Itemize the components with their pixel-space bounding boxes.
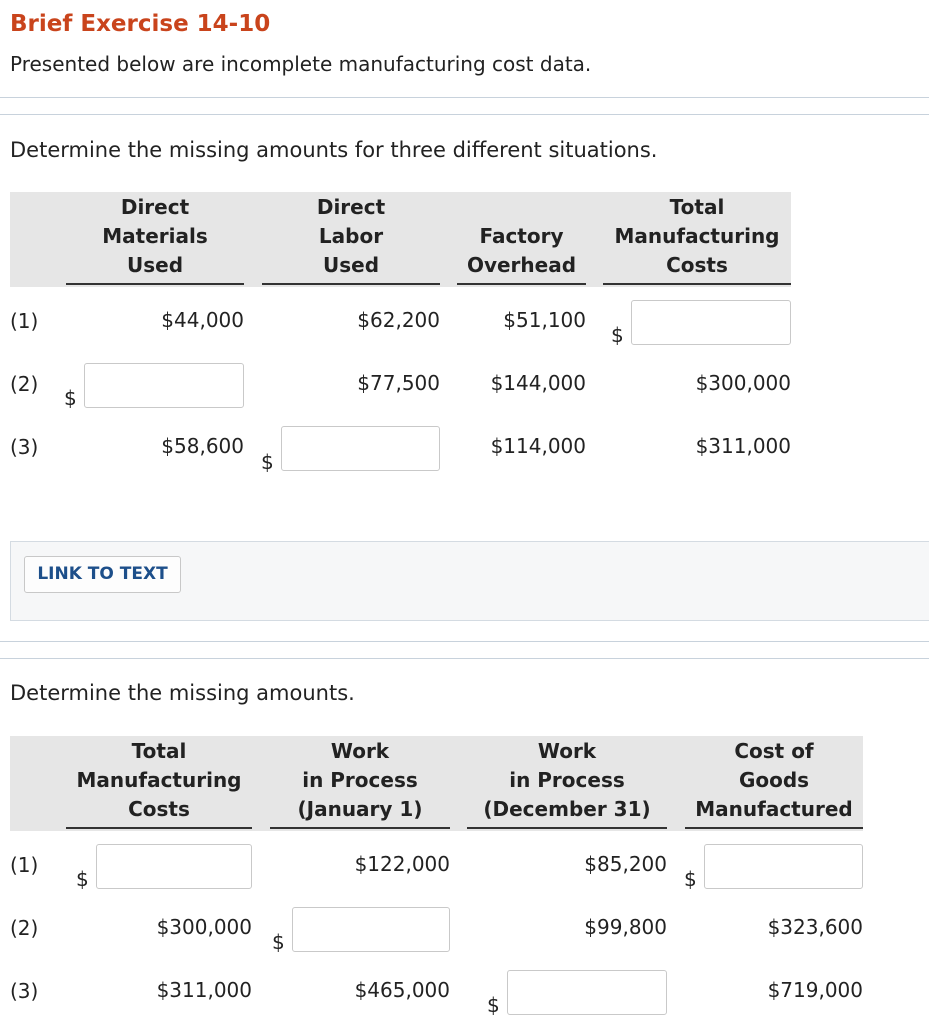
- divider: [0, 641, 929, 642]
- header-factory-overhead: Factory Overhead: [466, 224, 577, 277]
- cogm-value: $719,000: [767, 978, 863, 1002]
- header-underline: [685, 827, 863, 829]
- labor-value: $77,500: [357, 371, 440, 395]
- cogm-value: $323,600: [767, 915, 863, 939]
- currency-symbol: $: [611, 323, 624, 347]
- header-wip-january: Work in Process (January 1): [297, 739, 423, 821]
- divider: [0, 97, 929, 98]
- wip-january-input[interactable]: [292, 907, 450, 952]
- total-value: $300,000: [156, 915, 252, 939]
- currency-symbol: $: [684, 867, 697, 891]
- header-underline: [66, 827, 252, 829]
- wip-december-value: $85,200: [584, 852, 667, 876]
- total-manufacturing-costs-input[interactable]: [631, 300, 791, 345]
- currency-symbol: $: [487, 993, 500, 1017]
- overhead-value: $114,000: [490, 434, 586, 458]
- row-label: (2): [10, 916, 39, 940]
- row-label: (2): [10, 372, 39, 396]
- exercise-title: Brief Exercise 14-10: [10, 11, 271, 37]
- row-label: (1): [10, 309, 39, 333]
- header-direct-labor: Direct Labor Used: [316, 195, 386, 277]
- row-label: (3): [10, 979, 39, 1003]
- total-value: $311,000: [156, 978, 252, 1002]
- header-direct-materials: Direct Materials Used: [102, 195, 208, 277]
- currency-symbol: $: [272, 930, 285, 954]
- link-to-text-button[interactable]: LINK TO TEXT: [24, 556, 181, 593]
- direct-materials-input[interactable]: [84, 363, 244, 408]
- currency-symbol: $: [64, 386, 77, 410]
- header-wip-december: Work in Process (December 31): [483, 739, 651, 821]
- wip-december-input[interactable]: [507, 970, 667, 1015]
- divider: [0, 658, 929, 659]
- part2-instruction: Determine the missing amounts.: [10, 681, 355, 705]
- wip-january-value: $122,000: [354, 852, 450, 876]
- direct-labor-input[interactable]: [281, 426, 440, 471]
- wip-december-value: $99,800: [584, 915, 667, 939]
- header-total-manufacturing-costs: Total Manufacturing Costs: [614, 195, 780, 277]
- overhead-value: $51,100: [503, 308, 586, 332]
- row-label: (1): [10, 853, 39, 877]
- intro-text: Presented below are incomplete manufacturing cost data.: [10, 52, 592, 76]
- header-underline: [457, 283, 586, 285]
- header-underline: [467, 827, 667, 829]
- header-underline: [262, 283, 440, 285]
- currency-symbol: $: [76, 867, 89, 891]
- cost-of-goods-manufactured-input[interactable]: [704, 844, 863, 889]
- header-total-manufacturing-costs: Total Manufacturing Costs: [76, 739, 242, 821]
- header-underline: [66, 283, 244, 285]
- total-value: $311,000: [695, 434, 791, 458]
- currency-symbol: $: [261, 450, 274, 474]
- total-manufacturing-costs-input[interactable]: [96, 844, 252, 889]
- row-label: (3): [10, 435, 39, 459]
- materials-value: $58,600: [161, 434, 244, 458]
- total-value: $300,000: [695, 371, 791, 395]
- labor-value: $62,200: [357, 308, 440, 332]
- header-underline: [603, 283, 791, 285]
- header-cost-of-goods-manufactured: Cost of Goods Manufactured: [695, 739, 853, 821]
- divider: [0, 114, 929, 115]
- materials-value: $44,000: [161, 308, 244, 332]
- part1-instruction: Determine the missing amounts for three different situations.: [10, 138, 658, 162]
- overhead-value: $144,000: [490, 371, 586, 395]
- link-to-text-panel: [10, 541, 929, 621]
- header-underline: [270, 827, 450, 829]
- wip-january-value: $465,000: [354, 978, 450, 1002]
